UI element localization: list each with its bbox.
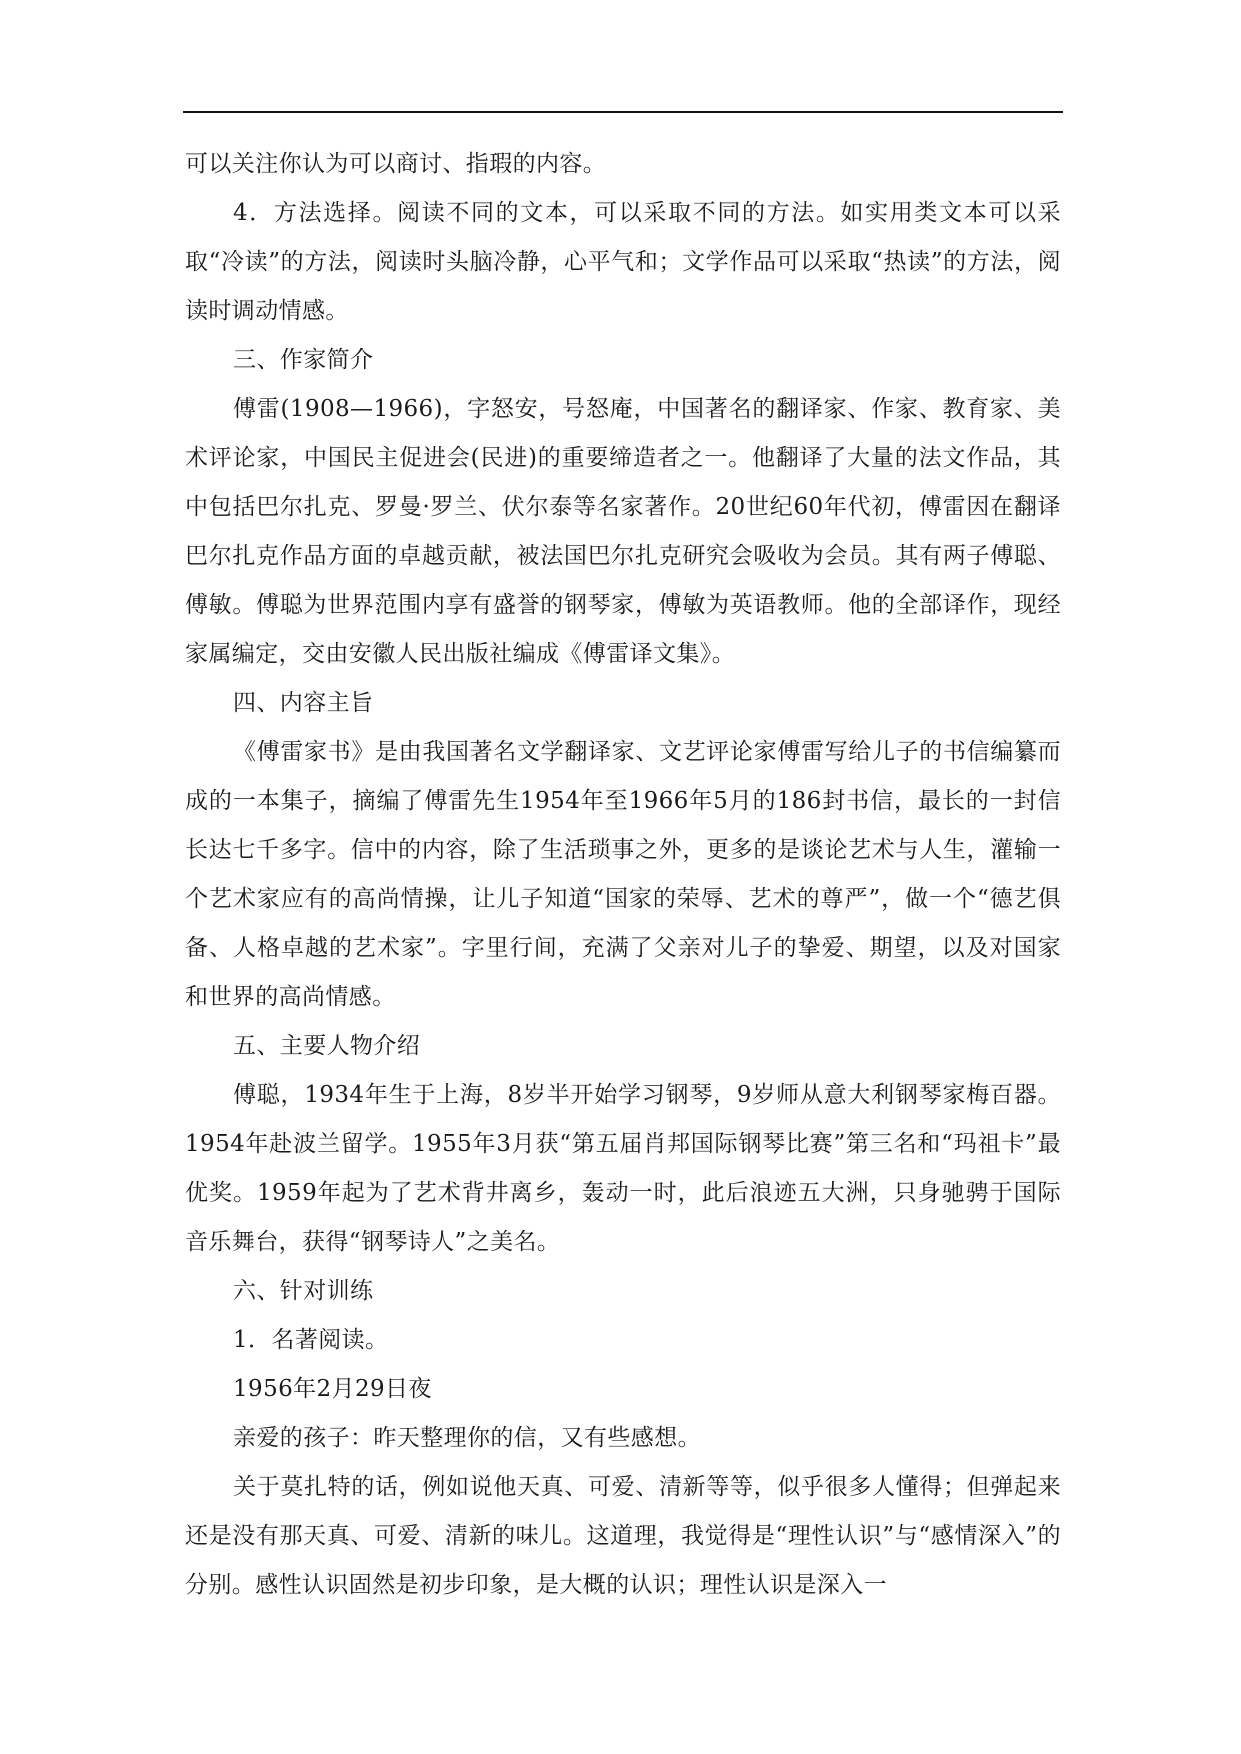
paragraph-main-theme: 《傅雷家书》是由我国著名文学翻译家、文艺评论家傅雷写给儿子的书信编纂而成的一本集子，摘编了傅雷先生1954年至1966年5月的186封书信，最长的一封信长达七千多字。信中的内容，除了生活琐事之外，更多的是谈论艺术与人生，灌输一个艺术家应有的高尚情操，让儿子知道“国家的荣辱、艺术的尊严”，做一个“德艺俱备、人格卓越的艺术家”。字里行间，充满了父亲对儿子的挚爱、期望，以及对国家和世界的高尚情感。 — [185, 739, 1061, 1010]
paragraph-author-bio: 傅雷(1908—1966)，字怒安，号怒庵，中国著名的翻译家、作家、教育家、美术评论家，中国民主促进会(民进)的重要缔造者之一。他翻译了大量的法文作品，其中包括巴尔扎克、罗曼·罗兰、伏尔泰等名家著作。20世纪60年代初，傅雷因在翻译巴尔扎克作品方面的卓越贡献，被法国巴尔扎克研究会吸收为会员。其有两子傅聪、傅敏。傅聪为世界范围内享有盛誉的钢琴家，傅敏为英语教师。他的全部译作，现经家属编定，交由安徽人民出版社编成《傅雷译文集》。 — [185, 396, 1061, 667]
paragraph-method-choice: 4．方法选择。阅读不同的文本，可以采取不同的方法。如实用类文本可以采取“冷读”的方法，阅读时头脑冷静，心平气和；文学作品可以采取“热读”的方法，阅读时调动情感。 — [185, 200, 1061, 324]
section-heading-training: 六、针对训练 — [233, 1278, 374, 1304]
letter-body: 关于莫扎特的话，例如说他天真、可爱、清新等等，似乎很多人懂得；但弹起来还是没有那天真、可爱、清新的味儿。这道理，我觉得是“理性认识”与“感情深入”的分别。感性认识固然是初步印象，是大概的认识；理性认识是深入一 — [185, 1474, 1061, 1598]
letter-greeting: 亲爱的孩子：昨天整理你的信，又有些感想。 — [233, 1425, 701, 1451]
section-heading-main-theme: 四、内容主旨 — [233, 690, 374, 716]
subheading-classic-reading: 1．名著阅读。 — [233, 1327, 389, 1353]
section-heading-characters: 五、主要人物介绍 — [233, 1033, 421, 1059]
letter-date: 1956年2月29日夜 — [233, 1376, 432, 1402]
paragraph-continuation: 可以关注你认为可以商讨、指瑕的内容。 — [185, 151, 607, 177]
document-body — [185, 140, 1061, 1610]
header-rule — [183, 111, 1063, 113]
section-heading-author-intro: 三、作家简介 — [233, 347, 374, 373]
paragraph-fu-cong: 傅聪，1934年生于上海，8岁半开始学习钢琴，9岁师从意大利钢琴家梅百器。1954年赴波兰留学。1955年3月获“第五届肖邦国际钢琴比赛”第三名和“玛祖卡”最优奖。1959年起为了艺术背井离乡，轰动一时，此后浪迹五大洲，只身驰骋于国际音乐舞台，获得“钢琴诗人”之美名。 — [185, 1082, 1061, 1255]
